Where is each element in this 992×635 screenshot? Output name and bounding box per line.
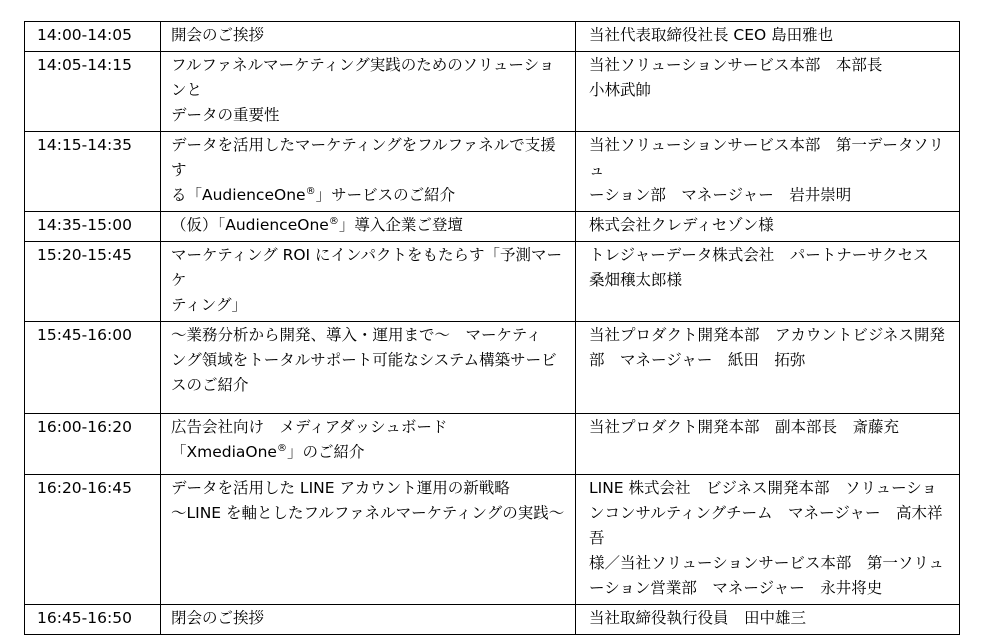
registered-mark: ®: [276, 442, 287, 454]
title-cell: [161, 132, 576, 212]
speaker-line: 株式会社クレディセゾン様: [589, 216, 774, 234]
title-cell: [161, 212, 576, 242]
title-cell: [161, 605, 576, 635]
speaker-line: ーション営業部 マネージャー 永井将史: [589, 579, 883, 597]
title-line: データの重要性: [171, 106, 280, 124]
speaker-line: 様／当社ソリューションサービス本部 第一ソリュ: [589, 554, 944, 572]
title-cell: [161, 22, 576, 52]
title-fragment: る「AudienceOne: [171, 186, 306, 204]
title-fragment: 」のご紹介: [286, 443, 365, 461]
time-cell: 14:35-15:00: [25, 212, 161, 242]
time-cell: 16:00-16:20: [25, 414, 161, 475]
title-fragment: 」導入企業ご登壇: [338, 216, 463, 234]
speaker-line: ーション部 マネージャー 岩井崇明: [589, 186, 852, 204]
speaker-line: LINE 株式会社 ビジネス開発本部 ソリューショ: [589, 479, 937, 497]
speaker-line: トレジャーデータ株式会社 パートナーサクセス: [589, 246, 929, 264]
title-line: データを活用したマーケティングをフルファネルで支援す: [171, 136, 556, 179]
title-line: フルファネルマーケティング実践のためのソリューションと: [171, 56, 555, 99]
speaker-cell: [576, 212, 960, 242]
speaker-cell: [576, 132, 960, 212]
title-line: マーケティング ROI にインパクトをもたらす「予測マーケ: [171, 246, 562, 289]
table-row: [25, 414, 960, 475]
speaker-cell: [576, 22, 960, 52]
speaker-cell: [576, 605, 960, 635]
time-cell: 14:15-14:35: [25, 132, 161, 212]
speaker-line: 当社プロダクト開発本部 アカウントビジネス開発: [589, 326, 945, 344]
title-cell: [161, 414, 576, 475]
title-cell: [161, 242, 576, 322]
speaker-line: 当社ソリューションサービス本部 本部長: [589, 56, 883, 74]
time-cell: 16:45-16:50: [25, 605, 161, 635]
title-line: 開会のご挨拶: [171, 26, 265, 44]
title-line: 閉会のご挨拶: [171, 609, 265, 627]
table-row: [25, 322, 960, 414]
table-row: [25, 52, 960, 132]
time-cell: 14:00-14:05: [25, 22, 161, 52]
table-row: [25, 475, 960, 605]
speaker-cell: [576, 475, 960, 605]
speaker-line: 当社ソリューションサービス本部 第一データソリュ: [589, 136, 944, 179]
speaker-cell: [576, 52, 960, 132]
table-row: [25, 605, 960, 635]
title-cell: [161, 475, 576, 605]
registered-mark: ®: [328, 215, 339, 227]
speaker-line: 当社代表取締役社長 CEO 島田雅也: [589, 26, 834, 44]
title-cell: [161, 52, 576, 132]
registered-mark: ®: [305, 185, 316, 197]
time-cell: 15:45-16:00: [25, 322, 161, 414]
title-cell: [161, 322, 576, 414]
title-line: ティング」: [171, 296, 247, 314]
title-line: [171, 440, 565, 465]
title-fragment: 」サービスのご紹介: [315, 186, 456, 204]
title-line: ～業務分析から開発、導入・運用まで～ マーケティ: [171, 326, 542, 344]
agenda-table: [24, 21, 960, 635]
speaker-cell: [576, 322, 960, 414]
title-line: 広告会社向け メディアダッシュボード: [171, 418, 448, 436]
speaker-cell: [576, 414, 960, 475]
speaker-cell: [576, 242, 960, 322]
table-row: [25, 212, 960, 242]
title-fragment: （仮）「AudienceOne: [171, 216, 329, 234]
table-row: [25, 242, 960, 322]
title-line: データを活用した LINE アカウント運用の新戦略: [171, 479, 510, 497]
speaker-line: 桑畑穣太郎様: [589, 271, 683, 289]
table-row: [25, 132, 960, 212]
table-row: [25, 22, 960, 52]
time-cell: 15:20-15:45: [25, 242, 161, 322]
speaker-line: 部 マネージャー 紙田 拓弥: [589, 351, 806, 369]
title-line: ～LINE を軸としたフルファネルマーケティングの実践～: [171, 504, 565, 522]
speaker-line: 当社プロダクト開発本部 副本部長 斎藤充: [589, 418, 900, 436]
time-cell: 14:05-14:15: [25, 52, 161, 132]
title-line: [171, 183, 565, 208]
speaker-line: 当社取締役執行役員 田中雄三: [589, 609, 807, 627]
time-cell: 16:20-16:45: [25, 475, 161, 605]
title-line: [171, 213, 565, 238]
speaker-line: ンコンサルティングチーム マネージャー 高木祥吾: [589, 504, 943, 547]
title-fragment: 「XmediaOne: [171, 443, 277, 461]
speaker-line: 小林武帥: [589, 81, 652, 99]
title-line: スのご紹介: [171, 376, 249, 394]
title-line: ング領域をトータルサポート可能なシステム構築サービ: [171, 351, 557, 369]
